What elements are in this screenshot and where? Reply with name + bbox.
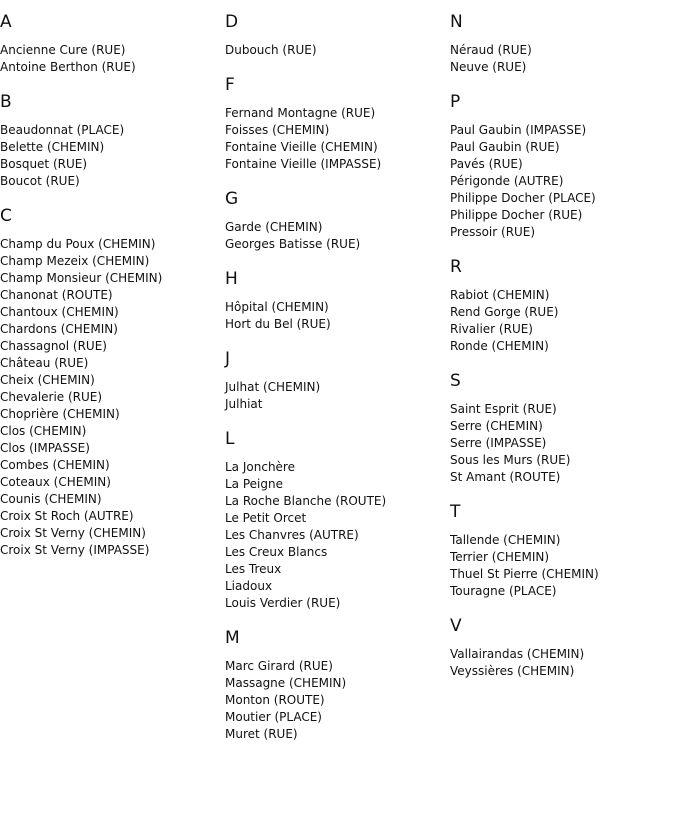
street-item: Counis (CHEMIN) [0, 492, 102, 506]
letter-group-v [450, 616, 584, 680]
street-list [450, 532, 599, 600]
street-item: Croix St Verny (CHEMIN) [0, 526, 146, 540]
street-list [450, 122, 596, 241]
street-item: Louis Verdier (RUE) [225, 596, 341, 610]
street-item: Liadoux [225, 579, 273, 593]
street-item: Les Treux [225, 562, 282, 576]
street-item: Hort du Bel (RUE) [225, 317, 331, 331]
street-item: Fontaine Vieille (CHEMIN) [225, 140, 378, 154]
street-list [225, 459, 386, 612]
street-list [0, 122, 124, 190]
street-list [450, 646, 584, 680]
street-item: Muret (RUE) [225, 727, 298, 741]
letter-heading: G [225, 189, 239, 209]
street-list [0, 42, 136, 76]
street-item: Serre (IMPASSE) [450, 436, 547, 450]
street-item: La Peigne [225, 477, 283, 491]
letter-group-s [450, 371, 570, 486]
street-item: Croix St Roch (AUTRE) [0, 509, 134, 523]
street-item: Tallende (CHEMIN) [450, 533, 561, 547]
street-list [450, 287, 558, 355]
street-item: Château (RUE) [0, 356, 89, 370]
street-item: Georges Batisse (RUE) [225, 237, 361, 251]
street-item: Cheix (CHEMIN) [0, 373, 95, 387]
letter-group-c [0, 206, 162, 559]
letter-heading: B [0, 92, 12, 112]
letter-group-p [450, 92, 596, 241]
street-item: Garde (CHEMIN) [225, 220, 323, 234]
letter-heading: H [225, 269, 238, 289]
street-item: Moutier (PLACE) [225, 710, 322, 724]
street-item: Monton (ROUTE) [225, 693, 325, 707]
street-item: Julhiat [225, 397, 263, 411]
letter-heading: R [450, 257, 462, 277]
street-item: Foisses (CHEMIN) [225, 123, 330, 137]
street-item: Veyssières (CHEMIN) [450, 664, 575, 678]
street-item: Pressoir (RUE) [450, 225, 536, 239]
street-item: Saint Esprit (RUE) [450, 402, 557, 416]
street-item: Chardons (CHEMIN) [0, 322, 118, 336]
letter-heading: P [450, 92, 461, 112]
letter-heading: T [450, 502, 461, 522]
letter-heading: F [225, 75, 235, 95]
street-item: Néraud (RUE) [450, 43, 532, 57]
street-list [0, 236, 162, 559]
street-item: Périgonde (AUTRE) [450, 174, 564, 188]
street-item: Hôpital (CHEMIN) [225, 300, 329, 314]
letter-group-g [225, 189, 360, 253]
letter-group-n [450, 12, 532, 76]
letter-heading: D [225, 12, 239, 32]
street-list [225, 105, 381, 173]
letter-group-j [225, 349, 320, 413]
street-item: Chantoux (CHEMIN) [0, 305, 119, 319]
street-item: Massagne (CHEMIN) [225, 676, 347, 690]
street-item: Les Creux Blancs [225, 545, 328, 559]
street-item: Ronde (CHEMIN) [450, 339, 549, 353]
letter-heading: J [225, 349, 231, 369]
street-item: Boucot (RUE) [0, 174, 80, 188]
street-item: Chanonat (ROUTE) [0, 288, 113, 302]
street-item: Marc Girard (RUE) [225, 659, 333, 673]
street-item: Ancienne Cure (RUE) [0, 43, 126, 57]
street-item: Les Chanvres (AUTRE) [225, 528, 359, 542]
street-item: St Amant (ROUTE) [450, 470, 561, 484]
street-list [225, 219, 360, 253]
letter-group-m [225, 628, 346, 743]
street-item: Clos (IMPASSE) [0, 441, 90, 455]
letter-group-f [225, 75, 381, 173]
street-item: Sous les Murs (RUE) [450, 453, 571, 467]
street-item: Beaudonnat (PLACE) [0, 123, 125, 137]
street-list [225, 42, 317, 59]
street-list [225, 658, 346, 743]
street-item: Terrier (CHEMIN) [450, 550, 550, 564]
street-item: Rivalier (RUE) [450, 322, 533, 336]
street-item: Bosquet (RUE) [0, 157, 88, 171]
letter-heading: L [225, 429, 235, 449]
street-item: Rabiot (CHEMIN) [450, 288, 550, 302]
letter-group-h [225, 269, 331, 333]
street-item: Croix St Verny (IMPASSE) [0, 543, 150, 557]
street-item: Pavés (RUE) [450, 157, 523, 171]
street-item: Vallairandas (CHEMIN) [450, 647, 585, 661]
street-item: La Jonchère [225, 460, 295, 474]
street-item: Julhat (CHEMIN) [225, 380, 321, 394]
street-item: Chassagnol (RUE) [0, 339, 107, 353]
street-list [450, 401, 570, 486]
street-item: Chevalerie (RUE) [0, 390, 103, 404]
street-item: Coteaux (CHEMIN) [0, 475, 111, 489]
letter-heading: S [450, 371, 461, 391]
street-item: Fontaine Vieille (IMPASSE) [225, 157, 382, 171]
street-item: Le Petit Orcet [225, 511, 307, 525]
street-item: Champ Mezeix (CHEMIN) [0, 254, 150, 268]
street-item: Choprière (CHEMIN) [0, 407, 120, 421]
street-item: Neuve (RUE) [450, 60, 527, 74]
street-item: Combes (CHEMIN) [0, 458, 110, 472]
letter-heading: C [0, 206, 12, 226]
letter-group-d [225, 12, 317, 59]
letter-heading: V [450, 616, 462, 636]
street-list [225, 379, 320, 413]
street-item: Paul Gaubin (IMPASSE) [450, 123, 587, 137]
street-item: Paul Gaubin (RUE) [450, 140, 560, 154]
letter-heading: A [0, 12, 12, 32]
street-item: Thuel St Pierre (CHEMIN) [450, 567, 599, 581]
street-item: Antoine Berthon (RUE) [0, 60, 136, 74]
letter-heading: N [450, 12, 463, 32]
letter-group-l [225, 429, 386, 612]
letter-group-b [0, 92, 124, 190]
street-item: Champ du Poux (CHEMIN) [0, 237, 156, 251]
street-item: Rend Gorge (RUE) [450, 305, 559, 319]
letter-group-a [0, 12, 136, 76]
letter-heading: M [225, 628, 240, 648]
street-item: Philippe Docher (PLACE) [450, 191, 596, 205]
street-item: Dubouch (RUE) [225, 43, 317, 57]
street-item: Philippe Docher (RUE) [450, 208, 583, 222]
street-item: La Roche Blanche (ROUTE) [225, 494, 387, 508]
street-item: Fernand Montagne (RUE) [225, 106, 376, 120]
letter-group-r [450, 257, 558, 355]
street-item: Serre (CHEMIN) [450, 419, 543, 433]
street-item: Belette (CHEMIN) [0, 140, 105, 154]
street-item: Champ Monsieur (CHEMIN) [0, 271, 163, 285]
letter-group-t [450, 502, 599, 600]
street-list [225, 299, 331, 333]
street-item: Clos (CHEMIN) [0, 424, 87, 438]
street-item: Touragne (PLACE) [450, 584, 557, 598]
street-list [450, 42, 532, 76]
